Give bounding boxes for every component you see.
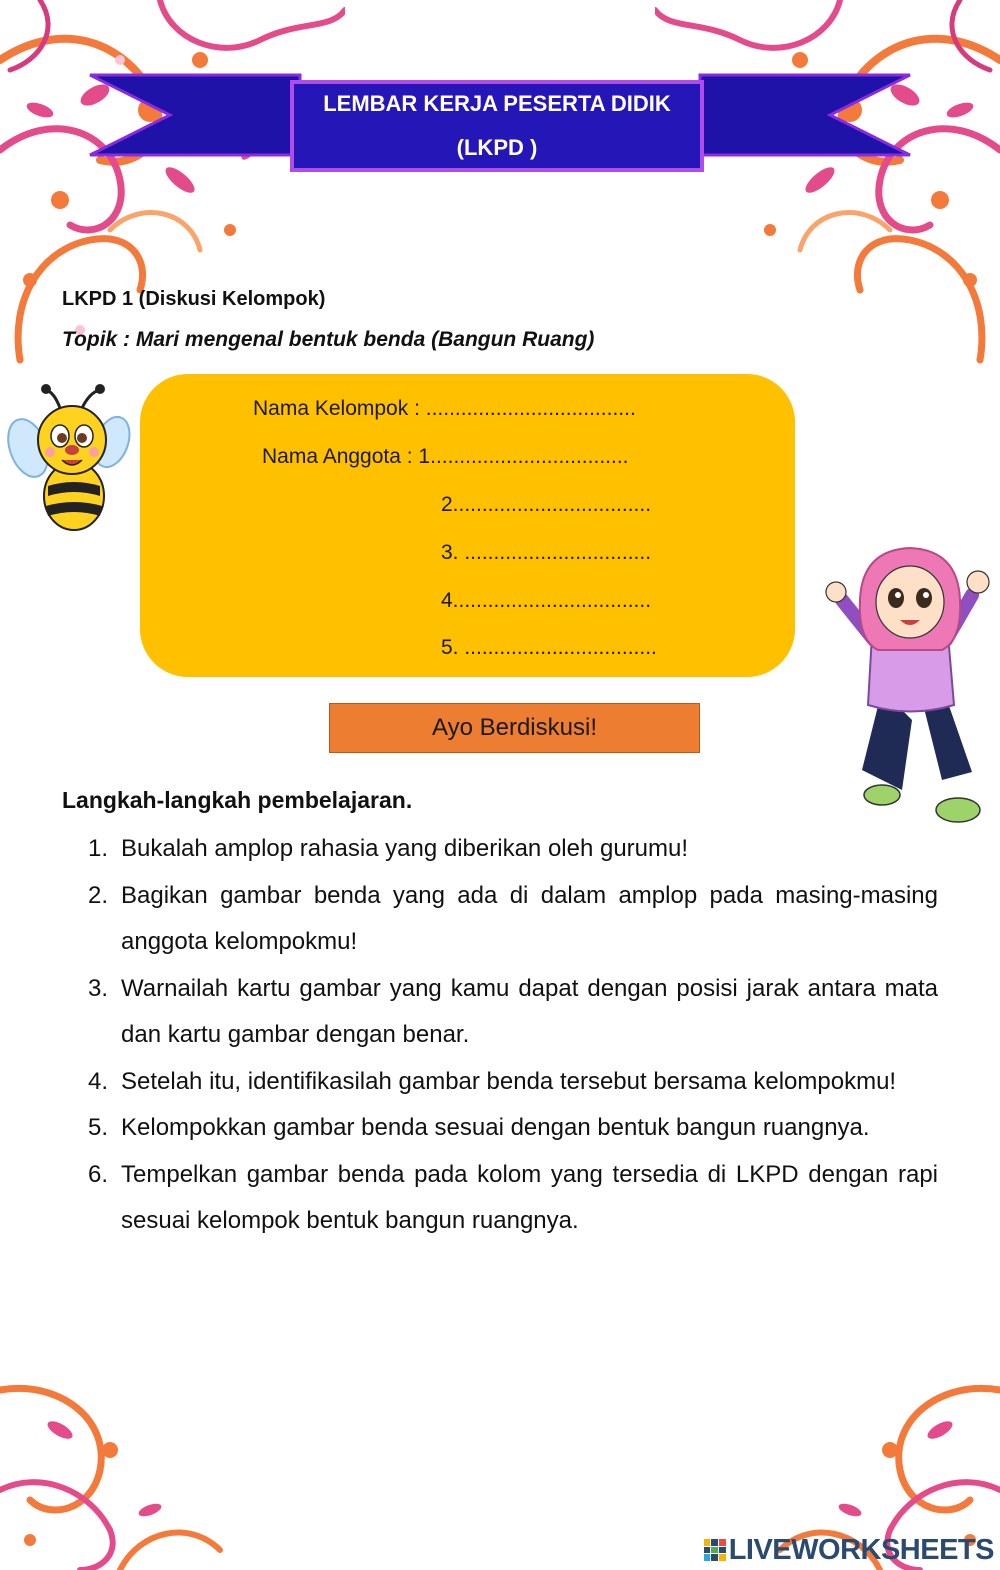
member-3-field[interactable]: 3. ................................ [441, 541, 652, 564]
bee-mascot-illustration [6, 378, 134, 540]
member-5-field[interactable]: 5. ................................. [441, 636, 657, 659]
list-item [88, 1105, 938, 1152]
banner-title [292, 82, 702, 170]
list-item [88, 966, 938, 1059]
step-text: Warnailah kartu gambar yang kamu dapat dengan posisi jarak antara mata dan kartu gambar dengan benar. [121, 974, 938, 1048]
banner-title-line1: LEMBAR KERJA PESERTA DIDIK [323, 91, 671, 116]
step-number: 4. [88, 1067, 109, 1095]
floral-ornament-bottom-left [0, 1370, 255, 1570]
steps-list [88, 826, 938, 1245]
liveworksheets-brand[interactable] [704, 1534, 994, 1566]
list-item [88, 826, 938, 873]
discuss-button[interactable]: Ayo Berdiskusi! [329, 703, 700, 753]
steps-title: Langkah-langkah pembelajaran. [62, 787, 413, 813]
step-text: Tempelkan gambar benda pada kolom yang tersedia di LKPD dengan rapi sesuai kelompok bentuk bangun ruangnya. [121, 1160, 938, 1234]
step-number: 5. [88, 1114, 109, 1141]
liveworksheets-logo-icon [704, 1539, 726, 1561]
list-item [88, 1059, 938, 1106]
step-number: 2. [88, 881, 109, 909]
step-text: Setelah itu, identifikasilah gambar benda tersebut bersama kelompokmu! [121, 1067, 897, 1095]
banner-title-line2: (LKPD ) [456, 135, 538, 160]
step-number: 1. [88, 835, 109, 862]
step-number: 3. [88, 974, 109, 1002]
member-1-field[interactable]: Nama Anggota : 1.................................. [262, 445, 629, 468]
liveworksheets-brand-text: LIVEWORKSHEETS [728, 1533, 994, 1566]
list-item [88, 873, 938, 966]
list-item [88, 1152, 938, 1245]
lkpd-label: LKPD 1 (Diskusi Kelompok) [62, 288, 326, 310]
step-text: Bukalah amplop rahasia yang diberikan oleh gurumu! [121, 835, 689, 862]
group-name-field[interactable]: Nama Kelompok : .................................... [253, 397, 636, 420]
step-number: 6. [88, 1160, 109, 1188]
girl-mascot-illustration [822, 540, 1000, 835]
topic-line: Topik : Mari mengenal bentuk benda (Bangun Ruang) [62, 328, 595, 351]
step-text: Kelompokkan gambar benda sesuai dengan bentuk bangun ruangnya. [121, 1114, 870, 1141]
member-4-field[interactable]: 4.................................. [441, 589, 652, 612]
member-2-field[interactable]: 2.................................. [441, 493, 652, 516]
step-text: Bagikan gambar benda yang ada di dalam amplop pada masing-masing anggota kelompokmu! [121, 881, 938, 955]
